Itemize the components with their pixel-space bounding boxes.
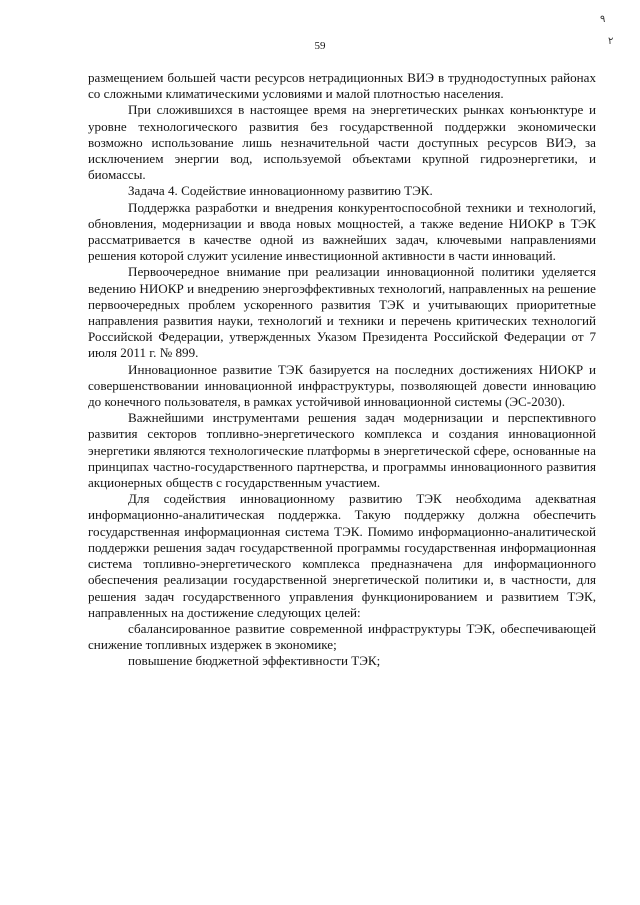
- list-item: повышение бюджетной эффективности ТЭК;: [128, 653, 381, 669]
- paragraph-continuation: размещением большей части ресурсов нетрадиционных ВИЭ в труднодоступных районах со сложными климатическими условиями и малой плотностью населения.: [88, 70, 596, 102]
- task-heading: Задача 4. Содействие инновационному развитию ТЭК.: [128, 183, 433, 199]
- list-item: сбалансированное развитие современной инфраструктуры ТЭК, обеспечивающей снижение топливных издержек в экономике;: [88, 620, 596, 653]
- paragraph: Инновационное развитие ТЭК базируется на последних достижениях НИОКР и совершенствовании инновационной инфраструктуры, позволяющей довести инновацию до конечного пользователя, в рамках устойчивой инновационной системы (ЭС-2030).: [88, 361, 596, 410]
- paragraph: Важнейшими инструментами решения задач модернизации и перспективного развития секторов топливно-энергетического комплекса и создания инновационной энергетики являются технологические платформы в энергетической сфере, основанные на принципах частно-государственного партнерства, и программы инновационного развития акционерных обществ с государственным участием.: [88, 410, 596, 491]
- paragraph: Первоочередное внимание при реализации инновационной политики уделяется ведению НИОКР и внедрению энергоэффективных технологий, направленных на решение первоочередных проблем ускоренного развития ТЭК и учитывающих приоритетные направления развития науки, технологий и техники и перечень критических технологий Российской Федерации, утвержденных Указом Президента Российской Федерации от 7 июля 2011 г. № 899.: [88, 264, 596, 361]
- scan-mark: ٢: [608, 36, 614, 47]
- paragraph: При сложившихся в настоящее время на энергетических рынках конъюнктуре и уровне технологического развития без государственной поддержки экономически возможно использование лишь незначительной части доступных ресурсов ВИЭ, за исключением энергии вод, используемой объектами крупной гидроэнергетики, и биомассы.: [88, 102, 596, 183]
- scan-mark: ٩: [600, 14, 606, 25]
- document-body: [88, 70, 596, 670]
- paragraph: Для содействия инновационному развитию ТЭК необходима адекватная информационно-аналитическая поддержка. Такую поддержку должна обеспечить государственная информационная система ТЭК. Помимо информационно-аналитической поддержки решения задач государственной программы государственная информационная система топливно-энергетического комплекса предназначена для информационного обеспечения реализации государственной энергетической политики и, в частности, для решения задач государственного управления функционированием и развитием ТЭК, направленных на достижение следующих целей:: [88, 491, 596, 620]
- paragraph: Поддержка разработки и внедрения конкурентоспособной техники и технологий, обновления, модернизации и ввода новых мощностей, а также ведение НИОКР в ТЭК рассматривается в качестве одной из важнейших задач, ключевыми направлениями решения которой служит усиление инвестиционной активности в части инноваций.: [88, 199, 596, 264]
- page-number: 59: [314, 40, 326, 52]
